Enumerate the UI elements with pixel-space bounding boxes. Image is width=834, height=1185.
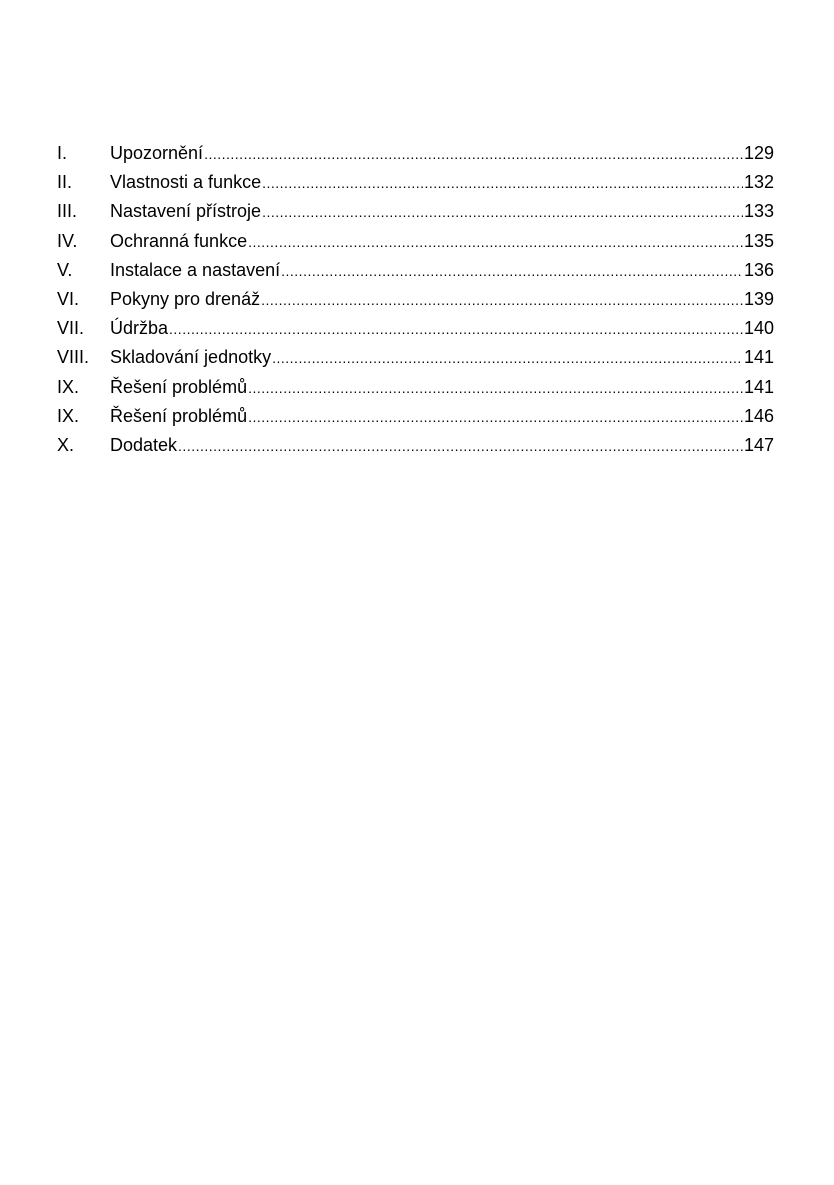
toc-dot-leader (248, 228, 743, 257)
toc-entry-page: 129 (743, 143, 774, 163)
toc-entry-number: I. (57, 143, 68, 163)
toc-entry-page: 132 (743, 172, 774, 193)
toc-entry-title: Skladování jednotky (110, 347, 272, 368)
toc-entry-page: 133 (743, 201, 774, 222)
toc-entry-number: II. (57, 172, 73, 193)
toc-entry-number: VIII. (57, 347, 90, 368)
toc-dot-leader (262, 169, 743, 198)
toc-entry-title: Řešení problémů (110, 405, 248, 426)
toc-entry-page: 136 (743, 259, 774, 280)
toc-dot-leader (261, 286, 743, 315)
toc-entry-skladovani[interactable] (57, 343, 774, 372)
toc-entry-page: 135 (743, 230, 774, 251)
toc-entry-reseni-problemu-1[interactable] (57, 373, 774, 402)
toc-dot-leader (178, 432, 743, 461)
toc-entry-page: 146 (743, 405, 774, 426)
toc-dot-leader (169, 315, 743, 344)
toc-entry-title: Vlastnosti a funkce (110, 172, 262, 193)
toc-entry-number: VI. (57, 288, 80, 309)
toc-entry-title: Dodatek (110, 434, 178, 455)
toc-entry-title: Ochranná funkce (110, 230, 248, 251)
toc-entry-reseni-problemu-2[interactable] (57, 402, 774, 431)
toc-dot-leader (248, 374, 743, 403)
toc-entry-title: Upozornění (110, 143, 204, 163)
toc-entry-title: Instalace a nastavení (110, 259, 281, 280)
toc-entry-number: III. (57, 201, 78, 222)
toc-dot-leader (262, 198, 743, 227)
toc-entry-page: 140 (743, 318, 774, 339)
toc-entry-number: IV. (57, 230, 78, 251)
toc-entry-number: VII. (57, 318, 85, 339)
toc-entry-title: Pokyny pro drenáž (110, 288, 261, 309)
toc-entry-vlastnosti[interactable] (57, 168, 774, 197)
toc-entry-number: V. (57, 259, 73, 280)
toc-dot-leader (248, 403, 743, 432)
toc-entry-title: Údržba (110, 318, 169, 339)
toc-entry-ochranna[interactable] (57, 227, 774, 256)
toc-entry-dodatek[interactable] (57, 431, 774, 460)
toc-dot-leader (272, 344, 743, 373)
toc-entry-upozorneni[interactable] (57, 139, 774, 168)
toc-entry-udrzba[interactable] (57, 314, 774, 343)
table-of-contents (57, 139, 774, 460)
toc-entry-page: 139 (743, 288, 774, 309)
toc-dot-leader (204, 140, 743, 169)
toc-entry-number: X. (57, 434, 75, 455)
toc-entry-title: Nastavení přístroje (110, 201, 262, 222)
toc-entry-number: IX. (57, 376, 80, 397)
toc-entry-nastaveni[interactable] (57, 197, 774, 226)
toc-entry-page: 147 (743, 434, 774, 455)
toc-dot-leader (281, 257, 743, 286)
toc-entry-title: Řešení problémů (110, 376, 248, 397)
toc-entry-drenaz[interactable] (57, 285, 774, 314)
toc-entry-page: 141 (743, 347, 774, 368)
toc-entry-page: 141 (743, 376, 774, 397)
toc-entry-number: IX. (57, 405, 80, 426)
toc-entry-instalace[interactable] (57, 256, 774, 285)
